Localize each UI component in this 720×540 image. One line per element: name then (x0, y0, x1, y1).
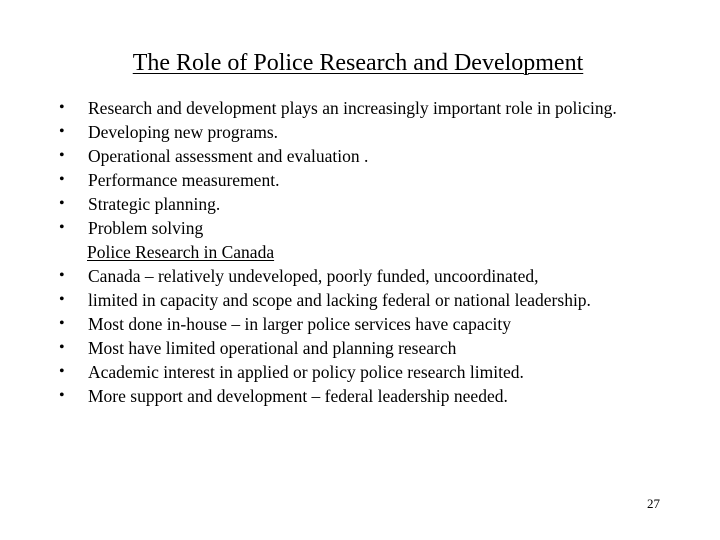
bullet-text: Most done in-house – in larger police services have capacity (88, 314, 511, 334)
bullet-list (55, 96, 695, 408)
bullet-text: Academic interest in applied or policy police research limited. (88, 362, 524, 382)
bullet-text: Performance measurement. (88, 170, 280, 190)
bullet-item (55, 192, 695, 216)
bullet-icon: • (59, 123, 65, 140)
page-number: 27 (647, 496, 660, 511)
section-subheading: Police Research in Canada (87, 242, 275, 262)
bullet-text: limited in capacity and scope and lacking federal or national leadership. (88, 290, 591, 310)
bullet-item (55, 144, 695, 168)
bullet-item (55, 336, 695, 360)
bullet-text: Strategic planning. (88, 194, 221, 214)
bullet-text: Operational assessment and evaluation . (88, 146, 369, 166)
bullet-text: More support and development – federal leadership needed. (88, 386, 508, 406)
bullet-text: Problem solving (88, 218, 204, 238)
bullet-text: Developing new programs. (88, 122, 279, 142)
bullet-icon: • (59, 387, 65, 404)
slide-title: The Role of Police Research and Development (132, 50, 584, 76)
bullet-icon: • (59, 339, 65, 356)
bullet-icon: • (59, 363, 65, 380)
bullet-icon: • (59, 291, 65, 308)
bullet-text: Research and development plays an increasingly important role in policing. (88, 98, 617, 118)
bullet-item (55, 96, 695, 120)
bullet-text: Most have limited operational and planning research (88, 338, 457, 358)
bullet-item (55, 312, 695, 336)
bullet-item (55, 360, 695, 384)
bullet-item (55, 168, 695, 192)
bullet-item (55, 120, 695, 144)
bullet-item (55, 264, 695, 288)
bullet-item (55, 216, 695, 240)
bullet-icon: • (59, 195, 65, 212)
bullet-icon: • (59, 315, 65, 332)
bullet-icon: • (59, 147, 65, 164)
bullet-icon: • (59, 267, 65, 284)
bullet-icon: • (59, 171, 65, 188)
bullet-icon: • (59, 99, 65, 116)
bullet-icon: • (59, 219, 65, 236)
bullet-item (55, 384, 695, 408)
bullet-item (55, 288, 695, 312)
bullet-text: Canada – relatively undeveloped, poorly funded, uncoordinated, (88, 266, 539, 286)
